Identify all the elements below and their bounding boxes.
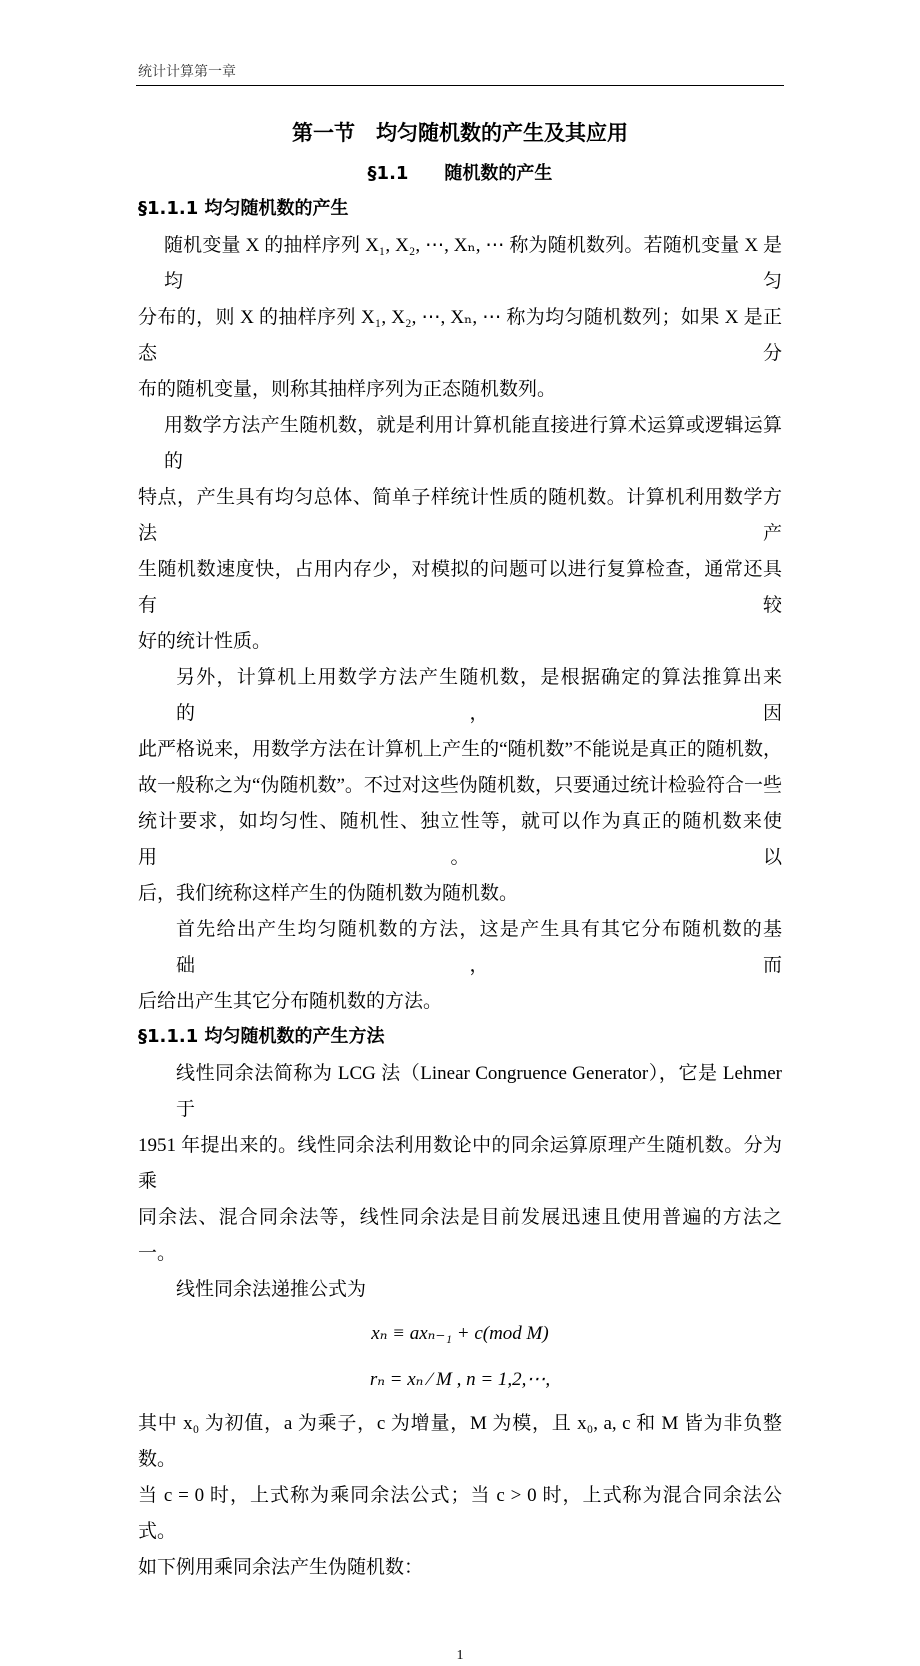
text-line: 后，我们统称这样产生的伪随机数为随机数。: [138, 883, 519, 904]
text-line: 同余法、混合同余法等，线性同余法是目前发展迅速且使用普遍的方法之一。: [138, 1207, 782, 1264]
text-line: 故一般称之为“伪随机数”。不过对这些伪随机数，只要通过统计检验符合一些: [138, 775, 782, 796]
text-line: 其中 x₀ 为初值，a 为乘子，c 为增量，M 为模，且 x₀, a, c 和 M 皆为非负整数。: [138, 1413, 782, 1470]
subsection-heading: §1.1.1 均匀随机数的产生: [138, 198, 349, 219]
text-line: 后给出产生其它分布随机数的方法。: [138, 991, 443, 1012]
text-line: 1951 年提出来的。线性同余法利用数论中的同余运算原理产生随机数。分为乘: [138, 1135, 782, 1192]
text-line: 随机变量 X 的抽样序列 X₁, X₂, ⋯, Xₙ, ⋯ 称为随机数列。若随机变量 X 是均匀: [164, 235, 782, 292]
text-line: 生随机数速度快，占用内存少，对模拟的问题可以进行复算检查，通常还具有较: [138, 559, 782, 616]
text-line: 线性同余法简称为 LCG 法（Linear Congruence Generator），它是 Lehmer 于: [176, 1063, 782, 1120]
text-line: 如下例用乘同余法产生伪随机数：: [138, 1557, 424, 1578]
text-line: 布的随机变量，则称其抽样序列为正态随机数列。: [138, 379, 557, 400]
text-line: 当 c = 0 时，上式称为乘同余法公式；当 c > 0 时，上式称为混合同余法公式。: [138, 1485, 782, 1542]
subsection-heading: §1.1.1 均匀随机数的产生方法: [138, 1026, 385, 1047]
text-line: 好的统计性质。: [138, 631, 272, 652]
page-number: 1: [456, 1648, 464, 1663]
text-line: 用数学方法产生随机数，就是利用计算机能直接进行算术运算或逻辑运算的: [164, 415, 782, 472]
section-heading: §1.1 随机数的产生: [367, 163, 553, 184]
formula-recurrence: xₙ ≡ axₙ₋₁ + c(mod M): [371, 1323, 549, 1344]
text-line: 此严格说来，用数学方法在计算机上产生的“随机数”不能说是真正的随机数，: [138, 739, 782, 760]
page-title: 第一节 均匀随机数的产生及其应用: [292, 121, 628, 145]
formula-normalize: rₙ = xₙ ⁄ M , n = 1,2,⋯,: [369, 1369, 551, 1390]
running-header: 统计计算第一章: [138, 65, 236, 80]
text-line: 线性同余法递推公式为: [176, 1279, 367, 1300]
text-line: 特点，产生具有均匀总体、简单子样统计性质的随机数。计算机利用数学方法产: [138, 487, 782, 544]
text-line: 分布的，则 X 的抽样序列 X₁, X₂, ⋯, Xₙ, ⋯ 称为均匀随机数列；如果 X 是正态分: [138, 307, 782, 364]
text-line: 另外，计算机上用数学方法产生随机数，是根据确定的算法推算出来的，因: [176, 667, 782, 724]
text-line: 统计要求，如均匀性、随机性、独立性等，就可以作为真正的随机数来使用。以: [138, 811, 782, 868]
text-line: 首先给出产生均匀随机数的方法，这是产生具有其它分布随机数的基础，而: [176, 919, 782, 976]
